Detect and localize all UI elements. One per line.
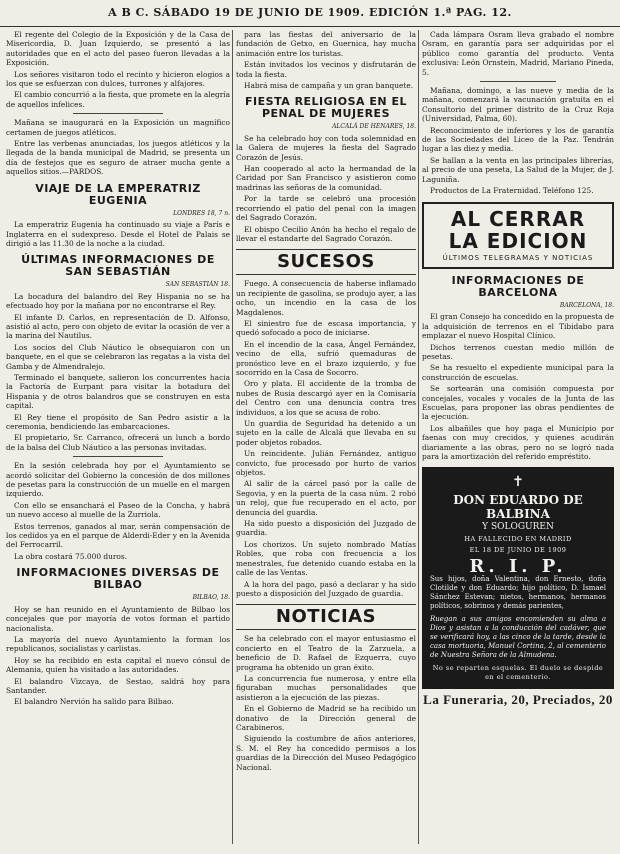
dateline: SAN SEBASTIÁN 18. xyxy=(165,281,230,289)
late-edition-line2: LA EDICION xyxy=(448,228,588,253)
paragraph: El balandro Vizcaya, de Sestao, saldrá hoy para Santander. xyxy=(6,676,230,695)
column-rule xyxy=(232,30,233,844)
obituary-surname: Y SOLOGUREN xyxy=(482,522,554,533)
section-title-noticias: NOTICIAS xyxy=(236,604,416,630)
paragraph: Se sortearán una comisión compuesta por concejales, vocales y vocales de la Junta de las Escuelas, para proponer las obras pendientes de la ejecución. xyxy=(422,384,614,422)
paragraph: Los socios del Club Náutico le obsequiaron con un banquete, en el que se celebraron las regatas a la vista del Gamba y de Almendralejo. xyxy=(6,342,230,371)
dateline: LONDRES 18, 7 n. xyxy=(173,209,230,217)
separator xyxy=(480,81,557,82)
late-edition-box xyxy=(422,202,614,269)
paragraph: El gran Consejo ha concedido en la propuesta de la adquisición de terrenos en el Tibidabo para emplazar el nuevo Hospital Clínico. xyxy=(422,312,614,341)
paragraph: Con ello se ensanchará el Paseo de la Concha, y habrá un nuevo acceso al muelle de la Zurriola. xyxy=(6,500,230,520)
paragraph: Productos de La Fraternidad. Teléfono 125. xyxy=(430,186,594,196)
paragraph: Ha sido puesto a disposición del Juzgado de guardia. xyxy=(236,519,416,538)
dateline: BILBAO, 18. xyxy=(192,594,230,602)
paragraph: Se ha resuelto el expediente municipal para la construcción de escuelas. xyxy=(422,363,614,382)
paragraph: Están invitados los vecinos y disfrutarán de toda la fiesta. xyxy=(236,60,416,79)
paragraph: La concurrencia fue numerosa, y entre ella figuraban muchas personalidades que asistieron a la ejecución de las piezas. xyxy=(236,673,416,702)
obituary-name: DON EDUARDO DE BALBINA xyxy=(453,493,583,522)
paragraph: La bocadura del balandro del Rey Hispania no se ha efectuado hoy por la mañana por no encontrarse el Rey. xyxy=(6,291,230,311)
headline-barcelona: INFORMACIONES DE BARCELONA xyxy=(451,273,585,299)
paragraph: El siniestro fue de escasa importancia, y quedó sofocado a poco de iniciarse. xyxy=(236,318,416,338)
paragraph: El propietario, Sr. Carranco, ofrecerá un lunch a bordo de la balsa del Club Náutico a las personas invitadas. xyxy=(6,433,230,452)
paragraph: Hoy se han reunido en el Ayuntamiento de Bilbao los concejales que por mayoría de votos forman el partido nacionalista. xyxy=(6,604,230,633)
paragraph: Fuego. A consecuencia de haberse inflamado un recipiente de gasolina, se produjo ayer, a las ocho, un incendio en la casa de los Magdalenos. xyxy=(236,279,416,317)
paragraph: Reconocimiento de inferiores y los de garantía de las Sociedades del Liceo de la Paz. Tendrán lugar a las diez y media. xyxy=(422,125,614,154)
paragraph: Cada lámpara Osram lleva grabado el nombre Osram, en garantía para ser adquiridas por el público como garantía del producto. Venta exclusiva: León Ornstein, Madrid, Mariano Pineda, 5. xyxy=(422,30,614,77)
obituary-died: HA FALLECIDO EN MADRID xyxy=(464,534,572,543)
paragraph: El Rey tiene el propósito de San Pedro asistir a la ceremonia, bendiciendo las embarcaciones. xyxy=(6,412,230,431)
paragraph: Entre las verbenas anunciadas, los juegos atléticos y la llegada de la banda municipal de Madrid, se presenta un día de festejos que es seguro de atraer mucha gente a aquellos sitios.—PARDOS. xyxy=(6,139,230,177)
paragraph: Al salir de la cárcel pasó por la calle de Segovia, y en la puerta de la casa núm. 2 robó un reloj, que fue recuperado en el acto, por denuncia del guardia. xyxy=(236,479,416,517)
paragraph: Los albañiles que hoy paga el Municipio por faenas con muy crecidos, y quienes acudirán diariamente a las obras, pero no se logró nada para la amortización del referido empréstito. xyxy=(422,423,614,461)
obituary-date: EL 18 DE JUNIO DE 1909 xyxy=(469,546,567,555)
paragraph: Oro y plata. El accidente de la tromba de nubes de Rusia descargó ayer en la Comisaría del Centro con una denuncia contra tres individuos, a los que se acusa de robo. xyxy=(236,379,416,417)
paragraph: Han cooperado al acto la hermandad de la Caridad por San Francisco y asistieron como madrinas las señoras de la comunidad. xyxy=(236,164,416,192)
paragraph: El infante D. Carlos, en representación de D. Alfonso, asistió al acto, pero con objeto de evitar la ocasión de ver a la marina del Nautilus. xyxy=(6,312,230,341)
column-left xyxy=(6,30,230,844)
paragraph: Se hallan a la venta en las principales librerías, al precio de una peseta, La Salud de la Mujer, de J. Laguniña. xyxy=(422,155,614,184)
headline-san-sebastian: ÚLTIMAS INFORMACIONES DE SAN SEBASTIÁN xyxy=(21,253,215,279)
paragraph: Se ha celebrado con el mayor entusiasmo el concierto en el Teatro de la Zarzuela, a beneficio de D. Rafael de Ezquerra, cuyo programa ha obtenido un gran éxito. xyxy=(236,634,416,672)
funeraria-ad: La Funeraria, 20, Preciados, 20 xyxy=(423,691,613,707)
column-right xyxy=(422,30,614,844)
paragraph: En el Gobierno de Madrid se ha recibido un donativo de la Dirección general de Carabineros. xyxy=(236,704,416,732)
headline-fiesta-religiosa: FIESTA RELIGIOSA EN EL PENAL DE MUJERES xyxy=(245,95,407,121)
paragraph: La mayoría del nuevo Ayuntamiento la forman los republicanos, socialistas y carlistas. xyxy=(6,634,230,654)
page-header: A B C. SÁBADO 19 DE JUNIO DE 1909. EDICIÓN 1.ª PAG. 12. xyxy=(0,0,620,27)
paragraph: En la sesión celebrada hoy por el Ayuntamiento se acordó solicitar del Gobierno la concesión de dos millones de pesetas para la construcción de un muelle en el margen izquierdo. xyxy=(6,461,230,499)
paragraph: para las fiestas del aniversario de la fundación de Getxo, en Guernica, hay mucha animación entre los turistas. xyxy=(236,30,416,58)
paragraph: El balandro Nervión ha salido para Bilbao. xyxy=(14,697,174,707)
separator xyxy=(73,113,163,114)
paragraph: La emperatriz Eugenia ha continuado su viaje a París e Inglaterra en el sudexpreso. Desde el Hotel de Palais se dirigió a las 11.30 de la noche a la ciudad. xyxy=(6,220,230,248)
paragraph: El regente del Colegio de la Exposición y de la Casa de Misericordia, D. Juan Izquierdo, se presentó a las autoridades que en el acto del paseo fueron llevadas a la Exposición. xyxy=(6,30,230,68)
obituary-notice xyxy=(422,467,614,688)
late-edition-line1: AL CERRAR xyxy=(450,206,586,231)
obituary-family: Sus hijos, doña Valentina, don Ernesto, doña Clotilde y don Eduardo; hijo político, D. Ismael Sánchez Estevan; nietos, hermanos, hermanos políticos, sobrinos y demás parientes, xyxy=(430,575,606,611)
paragraph: Por la tarde se celebró una procesión recorriendo el patio del penal con la imagen del Sagrado Corazón. xyxy=(236,194,416,223)
separator xyxy=(73,456,163,457)
paragraph: Dichos terrenos cuestan medio millón de pesetas. xyxy=(422,342,614,361)
headline-viaje-emperatriz: VIAJE DE LA EMPERATRIZ EUGENIA xyxy=(35,181,201,207)
paragraph: Los señores visitaron todo el recinto y hicieron elogios a los que se esfuerzan con dulces, turrones y alfajores. xyxy=(6,69,230,89)
paragraph: A la hora del pago, pasó a declarar y ha sido puesto a disposición del Juzgado de guardia. xyxy=(236,579,416,598)
paragraph: Habrá misa de campaña y un gran banquete. xyxy=(244,81,414,91)
section-title-sucesos: SUCESOS xyxy=(236,249,416,275)
dateline: BARCELONA, 18. xyxy=(559,301,614,309)
paragraph: Siguiendo la costumbre de años anteriores, S. M. el Rey ha concedido permisos a los guardias de la Dirección del Museo Pedagógico Nacional. xyxy=(236,734,416,772)
paragraph: El obispo Cecilio Anón ha hecho el regalo de llevar el estandarte del Sagrado Corazón. xyxy=(236,224,416,243)
obituary-note: No se reparten esquelas. El duelo se despide en el cementerio. xyxy=(432,664,604,682)
obituary-rip: R. I. P. xyxy=(469,555,567,577)
paragraph: Mañana, domingo, a las nueve y media de la mañana, comenzará la vacunación gratuita en el Consultorio del primer distrito de la Cruz Roja (Universidad, Palma, 60). xyxy=(422,86,614,124)
column-rule xyxy=(418,30,419,844)
dateline: ALCALÁ DE HENARES, 18. xyxy=(332,123,416,131)
paragraph: La obra costará 75.000 duros. xyxy=(14,551,128,561)
paragraph: Terminado el banquete, salieron los concurrentes hacia la Factoría de Eurpant para visitar la botadura del Hispania y de otros balandros que se construyen en esta capital. xyxy=(6,372,230,411)
obituary-request: Ruegan a sus amigos encomienden su alma a Dios y asistan a la conducción del cadáver, que se verificará hoy, a las cinco de la tarde, desde la casa mortuoria, Manuel Cortina, 2, al cementerio de Nuestra Señora de la Almudena. xyxy=(430,615,606,660)
paragraph: Un guardia de Seguridad ha detenido a un sujeto en la calle de Alcalá que llevaba en su poder objetos robados. xyxy=(236,419,416,447)
paragraph: En el incendio de la casa, Ángel Fernández, vecino de ella, sufrió quemaduras de pronóstico leve en el brazo izquierdo, y fue socorrido en la Casa de Socorro. xyxy=(236,339,416,377)
column-middle xyxy=(236,30,416,844)
late-edition-subtitle: ÚLTIMOS TELEGRAMAS Y NOTICIAS xyxy=(442,253,594,262)
paragraph: Un reincidente. Julián Fernández, antiguo convicto, fue procesado por hurto de varios objetos. xyxy=(236,449,416,478)
paragraph: Se ha celebrado hoy con toda solemnidad en la Galera de mujeres la fiesta del Sagrado Corazón de Jesús. xyxy=(236,133,416,162)
headline-bilbao: INFORMACIONES DIVERSAS DE BILBAO xyxy=(16,566,220,592)
paragraph: Los chorizos. Un sujeto nombrado Matías Robles, que roba con frecuencia a los menestrales, fue detenido cuando estaba en la calle de las Ventas. xyxy=(236,539,416,578)
paragraph: El cambio concurrió a la fiesta, que promete en la alegría de aquellos infelices. xyxy=(6,90,230,109)
cross-icon: ✝ xyxy=(512,474,524,491)
paragraph: Estos terrenos, ganados al mar, serán compensación de los cedidos ya en el parque de Alderdi-Eder y en la Avenida del Ferrocarril. xyxy=(6,521,230,550)
paragraph: Hoy se ha recibido en esta capital el nuevo cónsul de Alemania, quien ha visitado a las autoridades. xyxy=(6,655,230,675)
paragraph: Mañana se inaugurará en la Exposición un magnífico certamen de juegos atléticos. xyxy=(6,118,230,137)
